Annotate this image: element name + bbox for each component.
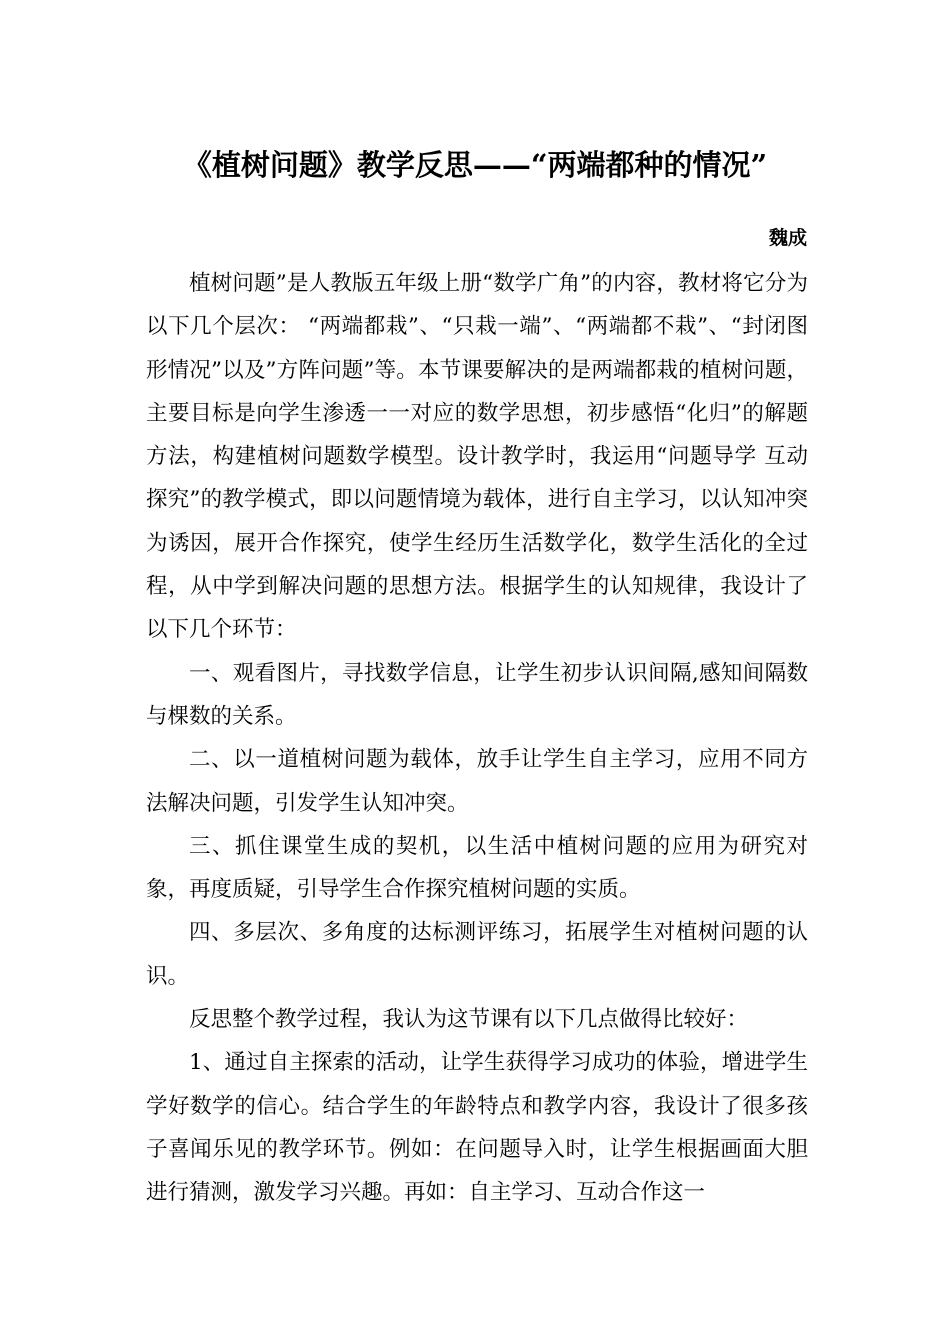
paragraph-step-3: 三、抓住课堂生成的契机，以生活中植树问题的应用为研究对象，再度质疑，引导学生合作探究植树问题的实质。	[146, 833, 808, 903]
paragraph-intro: 植树问题”是人教版五年级上册“数学广角”的内容，教材将它分为以下几个层次： “两端都栽”、“只栽一端”、“两端都不栽”、“封闭图形情况”以及”方阵问题”等。本节课要解决的是两端都栽的植树问题，主要目标是向学生渗透一一对应的数学思想，初步感悟“化归”的解题方法，构建植树问题数学模型。设计教学时，我运用“问题导学 互动探究”的教学模式，即以问题情境为载体，进行自主学习，以认知冲突为诱因，展开合作探究，使学生经历生活数学化，数学生活化的全过程，从中学到解决问题的思想方法。根据学生的认知规律，我设计了以下几个环节：	[146, 271, 808, 643]
paragraph-step-2: 二、以一道植树问题为载体，放手让学生自主学习，应用不同方法解决问题，引发学生认知冲突。	[146, 747, 808, 816]
paragraph-step-4: 四、多层次、多角度的达标测评练习，拓展学生对植树问题的认识。	[146, 920, 808, 989]
paragraph-point-1: 1、通过自主探索的活动，让学生获得学习成功的体验，增进学生学好数学的信心。结合学生的年龄特点和教学内容，我设计了很多孩子喜闻乐见的教学环节。例如：在问题导入时，让学生根据画面大胆进行猜测，激发学习兴趣。再如：自主学习、互动合作这一	[146, 1050, 808, 1206]
paragraph-step-1: 一、观看图片，寻找数学信息，让学生初步认识间隔,感知间隔数与棵数的关系。	[146, 660, 808, 729]
document-author: 魏成	[768, 227, 807, 249]
document-body	[146, 262, 808, 1215]
paragraph-reflection: 反思整个教学过程，我认为这节课有以下几点做得比较好：	[189, 1007, 749, 1033]
document-title: 《植树问题》教学反思——“两端都种的情况”	[182, 148, 768, 182]
